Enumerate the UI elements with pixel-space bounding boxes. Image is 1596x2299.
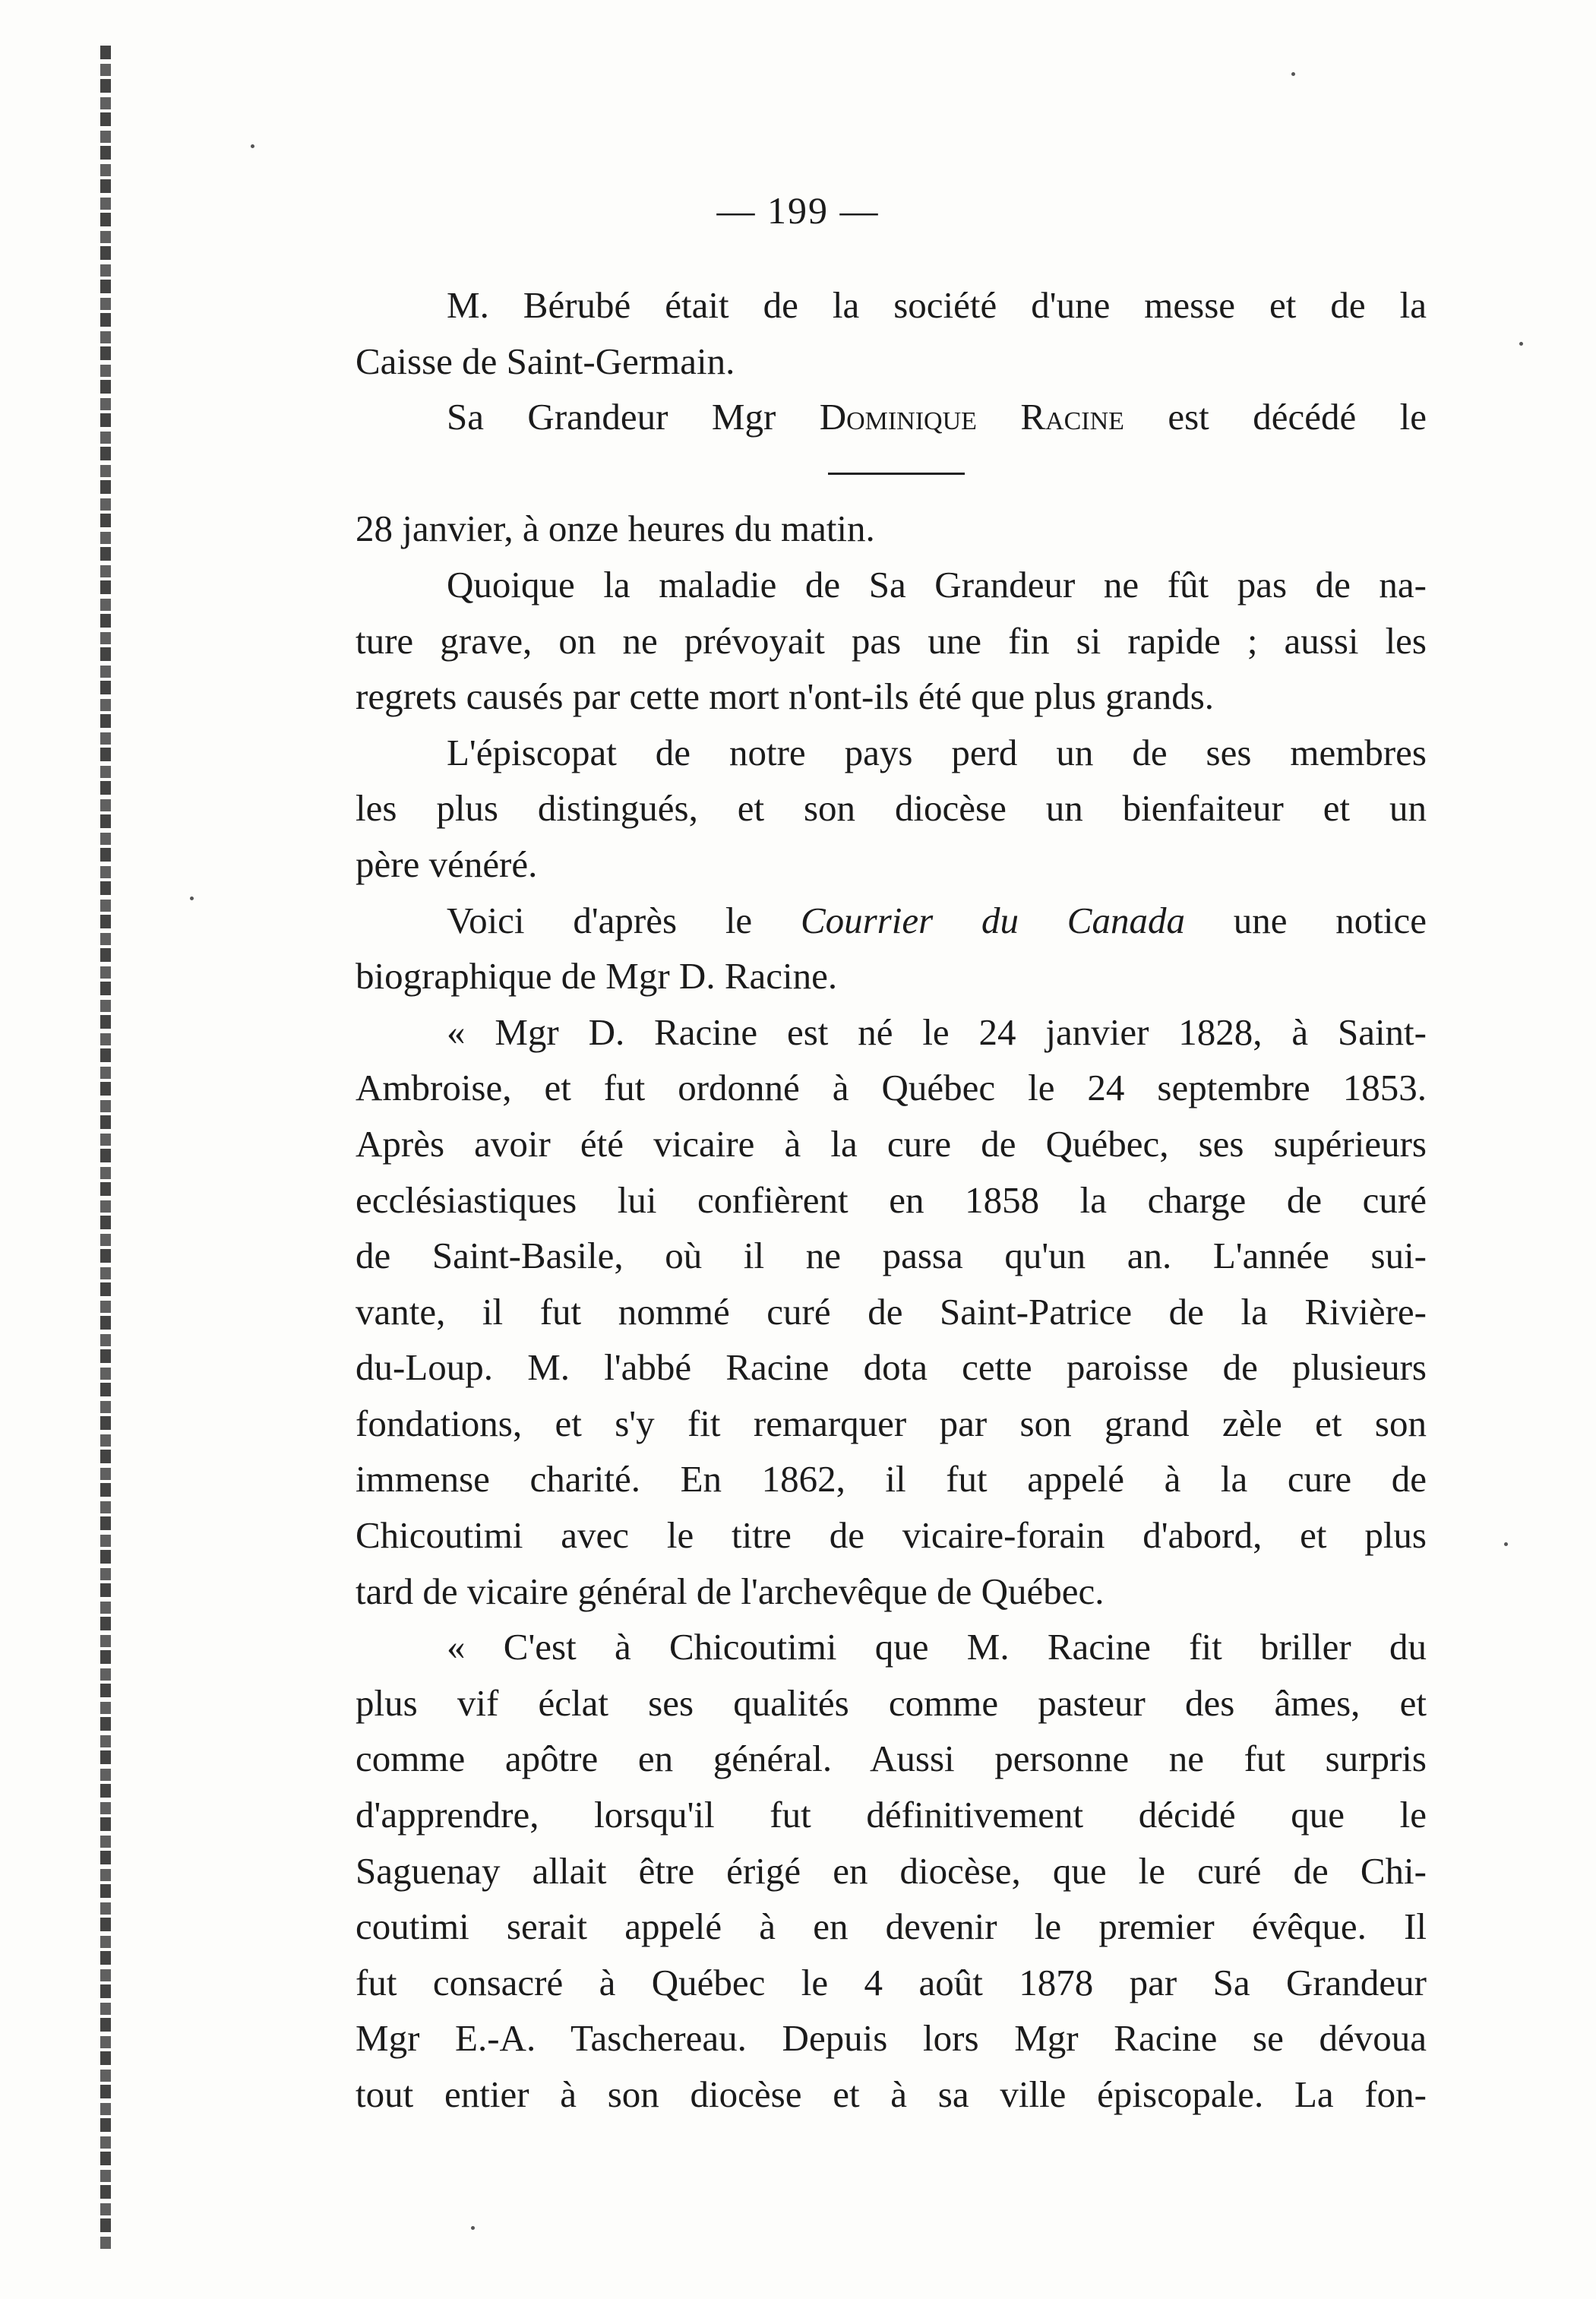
- paper-speck: [190, 897, 194, 900]
- text-line: immense charité. En 1862, il fut appelé à la cure de: [356, 1458, 1427, 1501]
- paper-speck: [1291, 72, 1295, 76]
- text-line: Quoique la maladie de Sa Grandeur ne fût pas de na-: [447, 563, 1427, 606]
- text-line: « C'est à Chicoutimi que M. Racine fit briller du: [447, 1626, 1427, 1668]
- paper-speck: [1519, 342, 1523, 346]
- text-line: fut consacré à Québec le 4 août 1878 par Sa Grandeur: [356, 1961, 1427, 2003]
- page-number: — 199 —: [716, 189, 880, 232]
- text-line: père vénéré.: [356, 843, 538, 885]
- text-line: comme apôtre en général. Aussi personne ne fut surpris: [356, 1738, 1427, 1780]
- text-line: regrets causés par cette mort n'ont-ils été que plus grands.: [356, 675, 1215, 718]
- text-line: Sa Grandeur Mgr Dominique Racine est décédé le: [447, 396, 1427, 438]
- text-line: Saguenay allait être érigé en diocèse, que le curé de Chi-: [356, 1849, 1427, 1892]
- body-text: [356, 277, 1427, 2123]
- text-line: 28 janvier, à onze heures du matin.: [356, 508, 875, 550]
- text-line: L'épiscopat de notre pays perd un de ses membres: [447, 731, 1427, 773]
- text-line: tout entier à son diocèse et à sa ville épiscopale. La fon-: [356, 2073, 1427, 2115]
- text-line: d'apprendre, lorsqu'il fut définitivement décidé que le: [356, 1794, 1427, 1836]
- text-line: du-Loup. M. l'abbé Racine dota cette paroisse de plusieurs: [356, 1346, 1427, 1389]
- book-binding-edge: [100, 46, 111, 2249]
- text-line: de Saint-Basile, où il ne passa qu'un an. L'année sui-: [356, 1235, 1427, 1277]
- text-line: Mgr E.-A. Taschereau. Depuis lors Mgr Racine se dévoua: [356, 2017, 1427, 2060]
- text-line: ecclésiastiques lui confièrent en 1858 la charge de curé: [356, 1178, 1427, 1221]
- paper-speck: [471, 2226, 475, 2230]
- text-line: M. Bérubé était de la société d'une messe et de la: [447, 284, 1427, 326]
- paper-speck: [251, 144, 254, 148]
- text-line: les plus distingués, et son diocèse un bienfaiteur et un: [356, 787, 1427, 830]
- name-small-caps: Dominique Racine: [819, 396, 1124, 438]
- text-line: vante, il fut nommé curé de Saint-Patrice de la Rivière-: [356, 1290, 1427, 1333]
- paper-speck: [1504, 1542, 1508, 1546]
- separator-rule: [356, 445, 1427, 501]
- text-line: tard de vicaire général de l'archevêque de Québec.: [356, 1570, 1105, 1612]
- text-line: biographique de Mgr D. Racine.: [356, 955, 838, 998]
- text-line: coutimi serait appelé à en devenir le premier évêque. Il: [356, 1905, 1427, 1948]
- text-line: Après avoir été vicaire à la cure de Québec, ses supérieurs: [356, 1122, 1427, 1165]
- text-line: Chicoutimi avec le titre de vicaire-forain d'abord, et plus: [356, 1514, 1427, 1557]
- text-line: Voici d'après le Courrier du Canada une notice: [447, 899, 1427, 941]
- text-line: Ambroise, et fut ordonné à Québec le 24 septembre 1853.: [356, 1067, 1427, 1109]
- text-line: Caisse de Saint-Germain.: [356, 340, 735, 382]
- newspaper-title: Courrier du Canada: [800, 899, 1185, 941]
- text-line: « Mgr D. Racine est né le 24 janvier 1828, à Saint-: [447, 1010, 1427, 1053]
- text-line: fondations, et s'y fit remarquer par son grand zèle et son: [356, 1402, 1427, 1444]
- text-line: ture grave, on ne prévoyait pas une fin si rapide ; aussi les: [356, 619, 1427, 662]
- text-line: plus vif éclat ses qualités comme pasteur des âmes, et: [356, 1681, 1427, 1724]
